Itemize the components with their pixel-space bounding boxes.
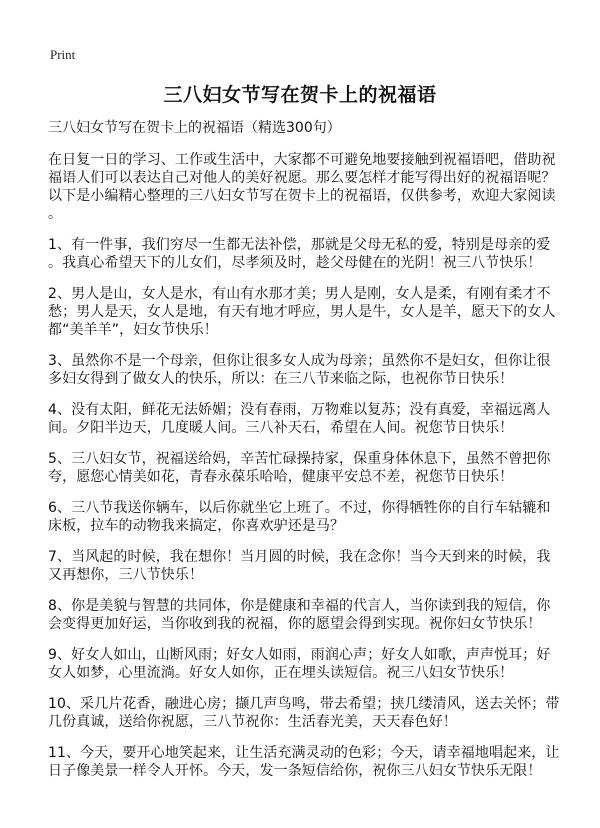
print-link[interactable]: Print — [50, 47, 76, 62]
paragraph-line: 床板，拉车的动物我来搞定，你喜欢驴还是马？ — [48, 518, 345, 534]
paragraph-line: 7、当风起的时候，我在想你！当月圆的时候，我在念你！当今天到来的时候，我 — [48, 549, 551, 565]
paragraph-line: 10、采几片花香，融进心房；撷几声鸟鸣，带去希望；挟几缕清风，送去关怀；带 — [48, 696, 560, 712]
paragraph-line: 福语人们可以表达自己对他人的美好祝愿。那么要怎样才能写得出好的祝福语呢？ — [48, 170, 556, 186]
paragraph-line: 夸，愿您心情美如花，青春永葆乐哈哈，健康平安总不差，祝您节日快乐！ — [48, 469, 514, 485]
paragraph-line: 日子像美景一样令人开怀。今天，发一条短信给你，祝你三八妇女节快乐无限！ — [48, 763, 542, 779]
paragraph-list — [48, 151, 558, 780]
paragraph-line: 又再想你，三八节快乐！ — [48, 567, 204, 583]
greeting-paragraph — [48, 548, 558, 584]
paragraph-line: 以下是小编精心整理的三八妇女节写在贺卡上的祝福语，仅供参考，欢迎大家阅读 — [48, 188, 556, 204]
greeting-paragraph — [48, 401, 558, 437]
paragraph-line: 2、男人是山，女人是水，有山有水那才美；男人是刚，女人是柔，有刚有柔才不 — [48, 286, 551, 302]
paragraph-line: 愁；男人是天，女人是地，有天有地才呼应，男人是牛，女人是羊，愿天下的女人 — [48, 304, 556, 320]
greeting-paragraph — [48, 285, 558, 339]
paragraph-line: 1、有一件事，我们穷尽一生都无法补偿，那就是父母无私的爱，特别是母亲的爱 — [48, 237, 551, 253]
paragraph-line: 3、虽然你不是一个母亲，但你让很多女人成为母亲；虽然你不是妇女，但你让很 — [48, 353, 551, 369]
paragraph-line: 多妇女得到了做女人的快乐，所以：在三八节来临之际，也祝你节日快乐！ — [48, 371, 514, 387]
paragraph-line: 。我真心希望天下的儿女们，尽孝须及时，趁父母健在的光阴！祝三八节快乐！ — [48, 255, 542, 271]
greeting-paragraph — [48, 352, 558, 388]
paragraph-line: 会变得更加好运，当你收到我的祝福，你的愿望会得到实现。祝你妇女节快乐！ — [48, 616, 542, 632]
paragraph-line: 。 — [48, 206, 63, 222]
paragraph-line: 8、你是美貌与智慧的共同体，你是健康和幸福的代言人，当你读到我的短信，你 — [48, 598, 551, 614]
greeting-paragraph — [48, 499, 558, 535]
greeting-paragraph — [48, 236, 558, 272]
paragraph-line: 几份真诚，送给你祝愿，三八节祝你：生活春光美，天天春色好！ — [48, 714, 457, 730]
greeting-paragraph — [48, 695, 558, 731]
page-title: 三八妇女节写在贺卡上的祝福语 — [163, 84, 437, 106]
paragraph-line: 间。夕阳半边天，几度暖人间。三八补天石，希望在人间。祝您节日快乐！ — [48, 420, 514, 436]
intro-paragraph — [48, 151, 558, 223]
paragraph-line: 4、没有太阳，鲜花无法娇媚；没有春雨，万物难以复苏；没有真爱，幸福远离人 — [48, 402, 551, 418]
paragraph-line: 都“美羊羊”，妇女节快乐！ — [48, 322, 218, 338]
paragraph-line: 女人如梦，心里流淌。好女人如你，正在埋头读短信。祝三八妇女节快乐！ — [48, 665, 514, 681]
article-body — [48, 119, 558, 793]
greeting-paragraph — [48, 450, 558, 486]
paragraph-line: 9、好女人如山，山断风雨；好女人如雨，雨润心声；好女人如歌，声声悦耳；好 — [48, 647, 551, 663]
paragraph-line: 6、三八节我送你辆车，以后你就坐它上班了。不过，你得牺牲你的自行车轱辘和 — [48, 500, 551, 516]
greeting-paragraph — [48, 646, 558, 682]
paragraph-line: 5、三八妇女节，祝福送给妈，辛苦忙碌操持家，保重身体休息下，虽然不曾把你 — [48, 451, 551, 467]
paragraph-line: 在日复一日的学习、工作或生活中，大家都不可避免地要接触到祝福语吧，借助祝 — [48, 152, 556, 168]
greeting-paragraph — [48, 744, 558, 780]
paragraph-line: 11、今天，要开心地笑起来，让生活充满灵动的色彩；今天，请幸福地唱起来，让 — [48, 745, 560, 761]
article-subtitle: 三八妇女节写在贺卡上的祝福语（精选300句） — [48, 120, 341, 136]
greeting-paragraph — [48, 597, 558, 633]
